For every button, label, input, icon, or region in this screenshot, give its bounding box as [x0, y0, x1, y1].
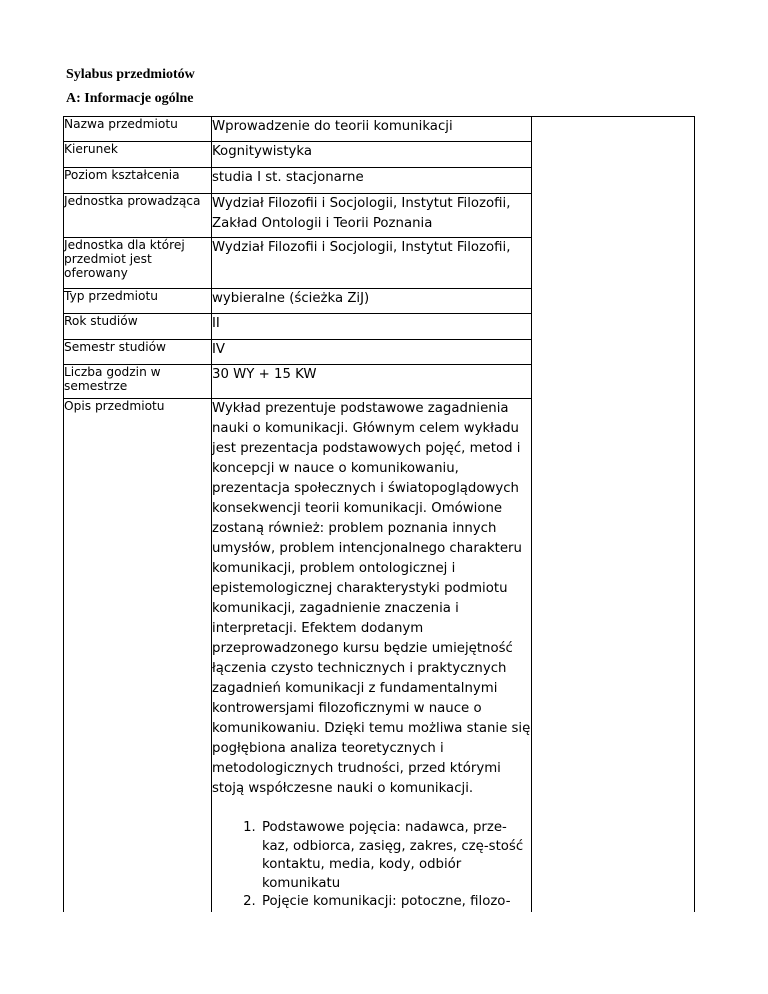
row-label: Kierunek — [64, 142, 212, 168]
syllabus-table — [63, 116, 695, 912]
row-value: Kognitywistyka — [212, 142, 532, 168]
row-label: Semestr studiów — [64, 340, 212, 365]
row-label: Poziom kształcenia — [64, 168, 212, 194]
row-label: Jednostka dla której przedmiot jest oferowany — [64, 238, 212, 289]
row-label: Jednostka prowadząca — [64, 194, 212, 238]
row-value: IV — [212, 340, 532, 365]
row-value: II — [212, 314, 532, 340]
row-label: Nazwa przedmiotu — [64, 117, 212, 142]
list-item: 2. Pojęcie komunikacji: potoczne, filozo- — [260, 893, 531, 912]
row-label: Liczba godzin w semestrze — [64, 365, 212, 399]
row-value: 30 WY + 15 KW — [212, 365, 532, 399]
empty-column — [532, 117, 695, 912]
description-text: Wykład prezentuje podstawowe zagadnienia nauki o komunikacji. Głównym celem wykładu jest prezentacja podstawowych pojęć, metod i koncepcji w nauce o komunikowaniu, prezentacja społecznych i światopoglądowych konsekwencji teorii komunikacji. Omówione zostaną również: problem poznania innych umysłów, problem intencjonalnego charakteru komunikacji, problem ontologicznej i epistemologicznej charakterystyki podmiotu komunikacji, zagadnienie znaczenia i interpretacji. Efektem dodanym przeprowadzonego kursu będzie umiejętność łączenia czysto technicznych i praktycznych zagadnień komunikacji z fundamentalnymi kontrowersjami filozoficznymi w nauce o komunikowaniu. Dzięki temu możliwa stanie się pogłębiona analiza teoretycznych i metodologicznych trudności, przed którymi stoją współczesne nauki o komunikacji. — [212, 401, 531, 796]
row-label: Typ przedmiotu — [64, 289, 212, 314]
row-value: Wydział Filozofii i Socjologii, Instytut Filozofii, — [212, 238, 532, 289]
topics-list — [212, 819, 531, 912]
document-title: Sylabus przedmiotów — [66, 67, 195, 82]
row-value: wybieralne (ścieżka ZiJ) — [212, 289, 532, 314]
table-row — [64, 117, 695, 142]
row-value: studia I st. stacjonarne — [212, 168, 532, 194]
description-label: Opis przedmiotu — [64, 399, 212, 912]
section-heading: A: Informacje ogólne — [66, 91, 194, 106]
row-value: Wprowadzenie do teorii komunikacji — [212, 117, 532, 142]
row-value: Wydział Filozofii i Socjologii, Instytut Filozofii, Zakład Ontologii i Teorii Poznania — [212, 194, 532, 238]
list-item: 1. Podstawowe pojęcia: nadawca, prze-kaz, odbiorca, zasięg, zakres, czę-stość kontaktu, media, kody, odbiór komunikatu — [260, 819, 531, 893]
row-label: Rok studiów — [64, 314, 212, 340]
description-cell — [212, 399, 532, 912]
